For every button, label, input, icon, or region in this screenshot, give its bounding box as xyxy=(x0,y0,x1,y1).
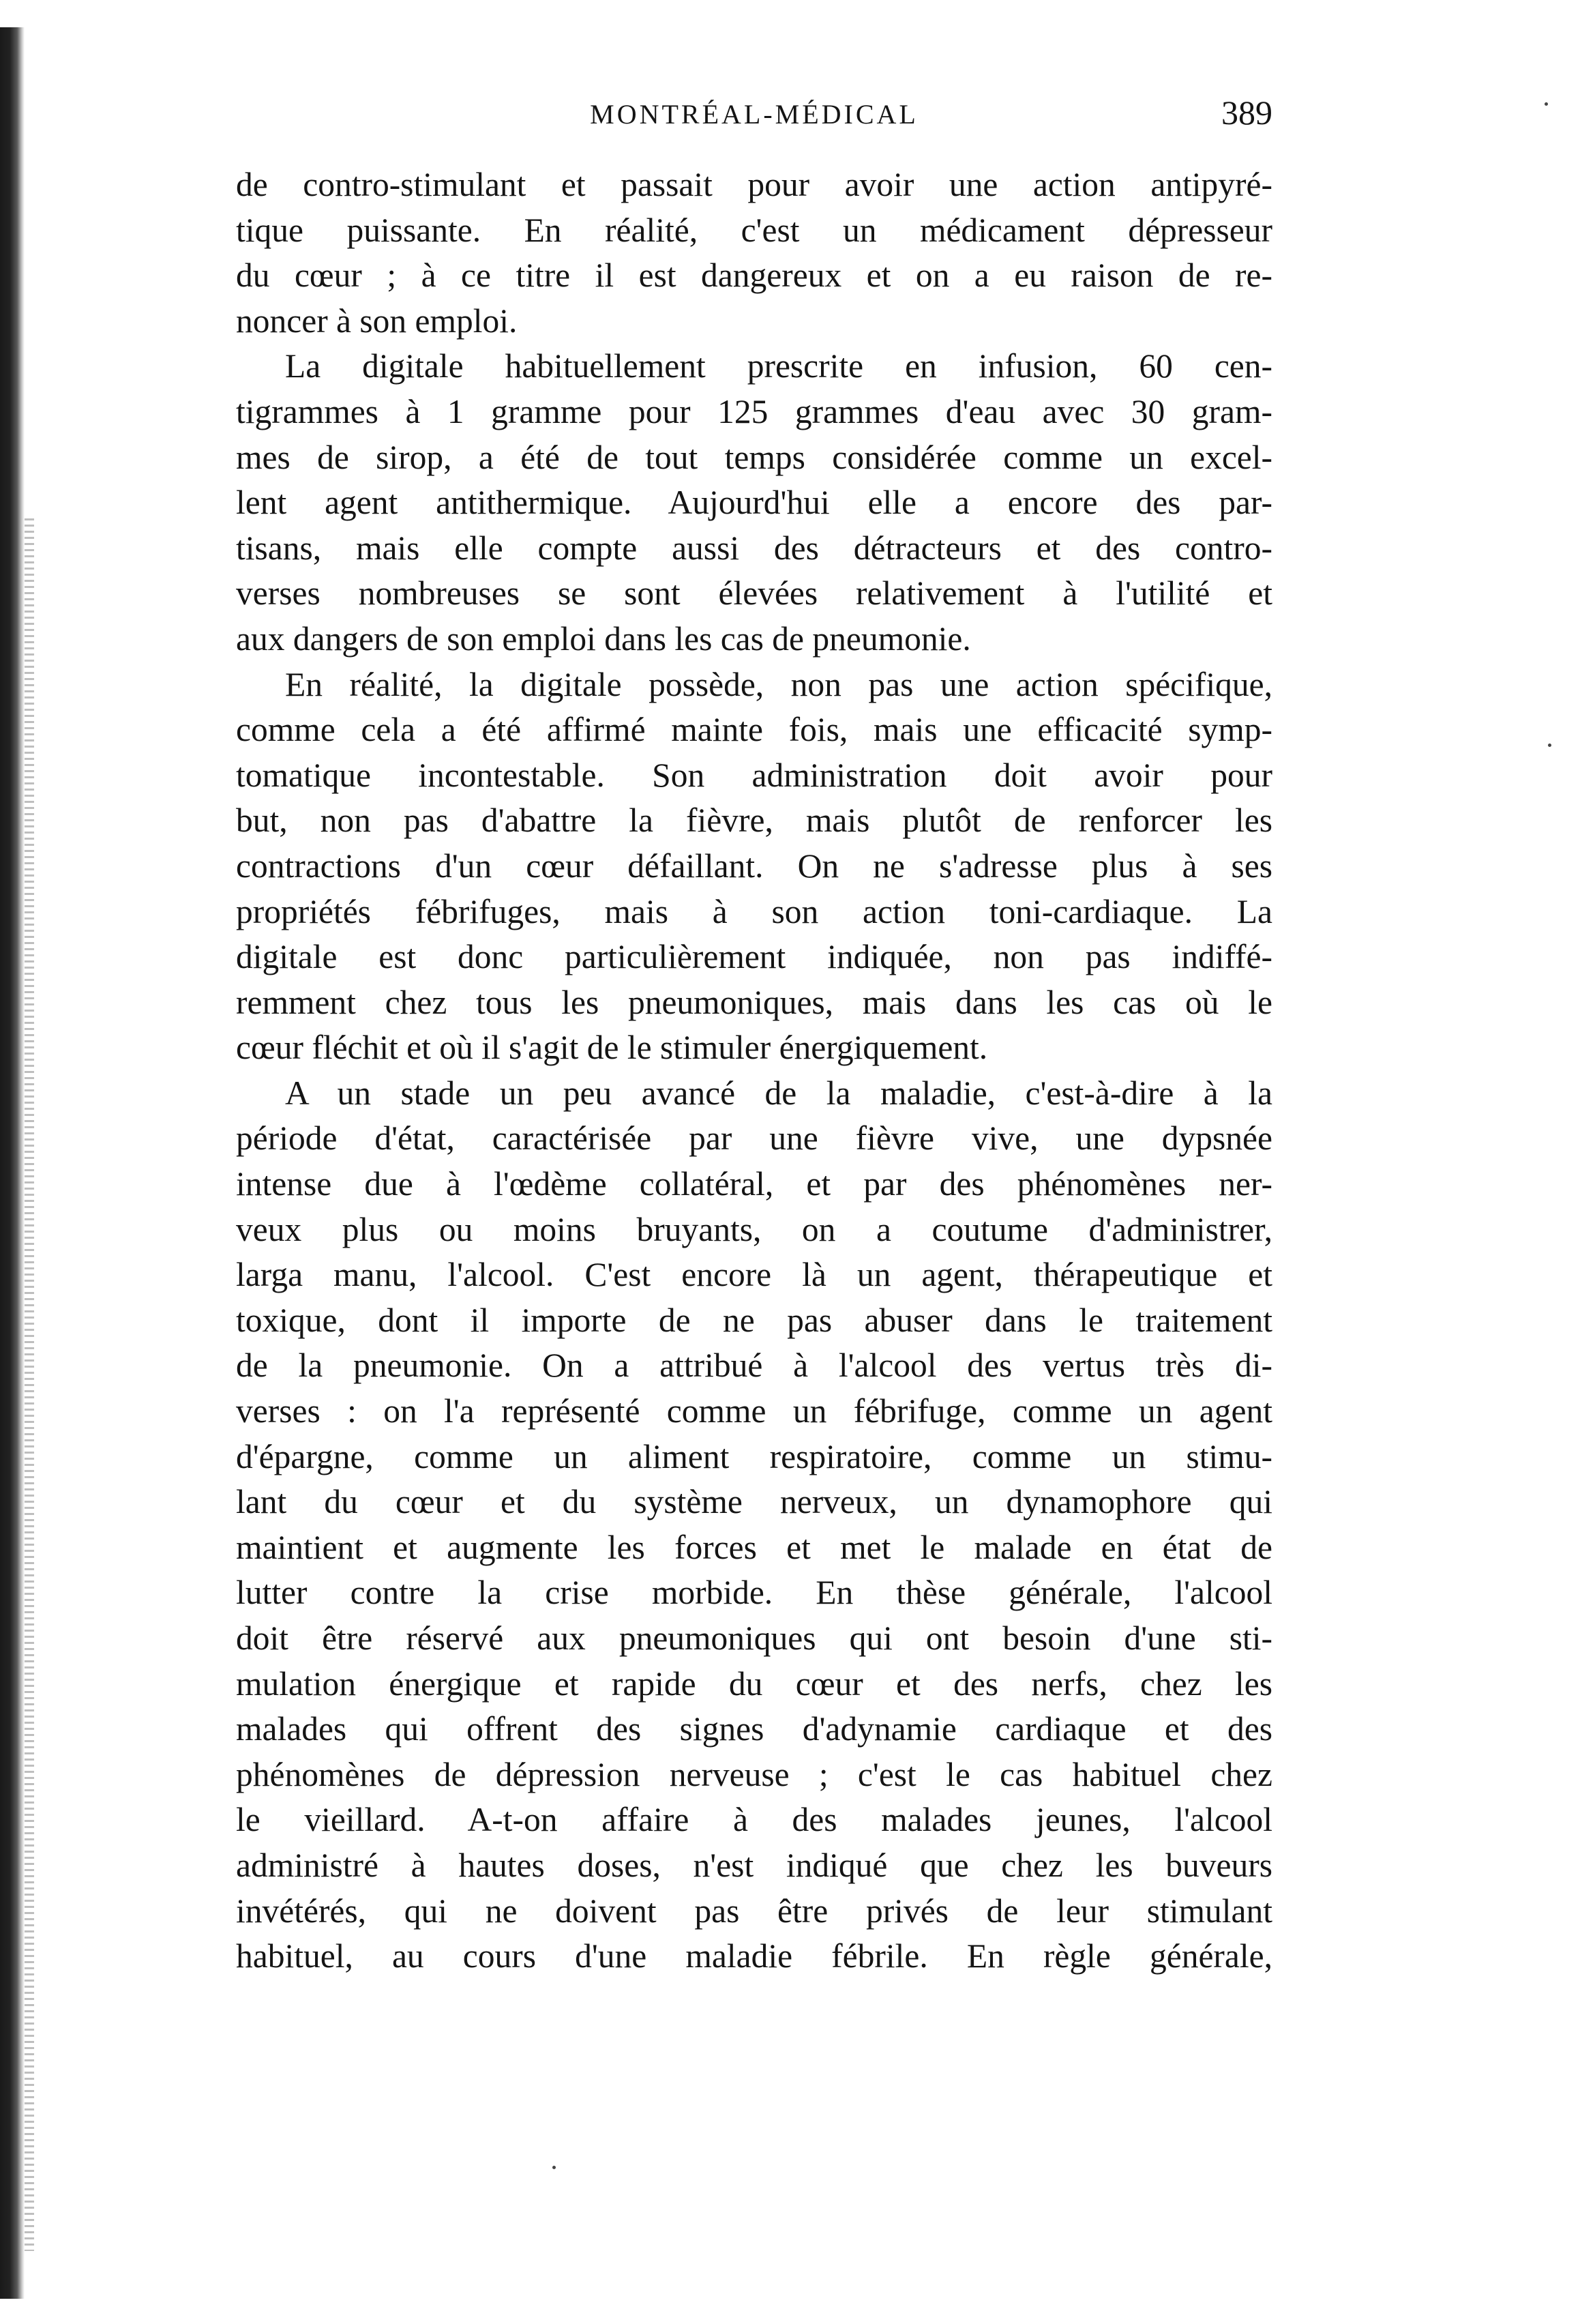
page-binding-shadow xyxy=(25,518,34,2251)
text-line: aux dangers de son emploi dans les cas de pneumonie. xyxy=(236,619,971,658)
text-line: remment chez tous les pneumoniques, mais dans les cas où le xyxy=(236,983,1272,1021)
paragraph xyxy=(236,1071,1272,1980)
text-line: invétérés, qui ne doivent pas être privés de leur stimulant xyxy=(236,1892,1272,1930)
paper-speck xyxy=(552,2166,556,2169)
text-line: lant du cœur et du système nerveux, un dynamophore qui xyxy=(236,1483,1272,1521)
text-line: A un stade un peu avancé de la maladie, c'est-à-dire à la xyxy=(285,1074,1272,1112)
text-line: le vieillard. A-t-on affaire à des malades jeunes, l'alcool xyxy=(236,1801,1272,1839)
text-line: lutter contre la crise morbide. En thèse générale, l'alcool xyxy=(236,1574,1272,1612)
text-line: de contro-stimulant et passait pour avoir une action antipyré- xyxy=(236,166,1272,203)
text-line: période d'état, caractérisée par une fièvre vive, une dypsnée xyxy=(236,1119,1272,1158)
text-line: maintient et augmente les forces et met le malade en état de xyxy=(236,1528,1272,1566)
text-line: noncer à son emploi. xyxy=(236,301,518,340)
text-line: administré à hautes doses, n'est indiqué que chez les buveurs xyxy=(236,1846,1272,1884)
text-line: but, non pas d'abattre la fièvre, mais plutôt de renforcer les xyxy=(236,801,1272,840)
text-line: tigrammes à 1 gramme pour 125 grammes d'eau avec 30 gram- xyxy=(236,392,1272,430)
text-line: tique puissante. En réalité, c'est un médicament dépresseur xyxy=(236,211,1272,249)
text-line: du cœur ; à ce titre il est dangereux et on a eu raison de re- xyxy=(236,256,1272,295)
text-line: d'épargne, comme un aliment respiratoire, comme un stimu- xyxy=(236,1437,1272,1475)
text-line: En réalité, la digitale possède, non pas une action spécifique, xyxy=(285,665,1272,703)
text-line: tomatique incontestable. Son administration doit avoir pour xyxy=(236,756,1272,794)
text-line: digitale est donc particulièrement indiquée, non pas indiffé- xyxy=(236,938,1272,976)
text-line: La digitale habituellement prescrite en infusion, 60 cen- xyxy=(285,347,1272,385)
paragraph xyxy=(236,344,1272,662)
text-line: phénomènes de dépression nerveuse ; c'est le cas habituel chez xyxy=(236,1755,1272,1793)
running-title: MONTRÉAL-MÉDICAL xyxy=(590,99,919,130)
text-line: cœur fléchit et où il s'agit de le stimuler énergiquement. xyxy=(236,1029,988,1067)
text-line: lent agent antithermique. Aujourd'hui elle a encore des par- xyxy=(236,484,1272,522)
text-line: verses nombreuses se sont élevées relativement à l'utilité et xyxy=(236,574,1272,613)
text-line: habituel, au cours d'une maladie fébrile. En règle générale, xyxy=(236,1937,1272,1975)
text-line: propriétés fébrifuges, mais à son action toni-cardiaque. La xyxy=(236,892,1272,930)
text-line: contractions d'un cœur défaillant. On ne s'adresse plus à ses xyxy=(236,847,1272,885)
paragraph xyxy=(236,662,1272,1071)
page-number: 389 xyxy=(1221,93,1272,132)
text-line: verses : on l'a représenté comme un fébrifuge, comme un agent xyxy=(236,1392,1272,1430)
text-line: toxique, dont il importe de ne pas abuser dans le traitement xyxy=(236,1301,1272,1339)
text-line: mes de sirop, a été de tout temps considérée comme un excel- xyxy=(236,438,1272,476)
text-line: intense due à l'œdème collatéral, et par des phénomènes ner- xyxy=(236,1165,1272,1203)
paper-speck xyxy=(1548,744,1551,747)
text-line: doit être réservé aux pneumoniques qui ont besoin d'une sti- xyxy=(236,1619,1272,1657)
page-header xyxy=(236,89,1272,150)
paper-speck xyxy=(1545,102,1548,106)
text-line: veux plus ou moins bruyants, on a coutume d'administrer, xyxy=(236,1210,1272,1248)
text-line: malades qui offrent des signes d'adynamie cardiaque et des xyxy=(236,1710,1272,1748)
text-line: comme cela a été affirmé mainte fois, mais une efficacité symp- xyxy=(236,711,1272,749)
text-line: mulation énergique et rapide du cœur et des nerfs, chez les xyxy=(236,1664,1272,1703)
text-line: de la pneumonie. On a attribué à l'alcool des vertus très di- xyxy=(236,1347,1272,1385)
body-text xyxy=(236,162,1272,1980)
paragraph xyxy=(236,162,1272,344)
text-line: tisans, mais elle compte aussi des détracteurs et des contro- xyxy=(236,529,1272,567)
text-line: larga manu, l'alcool. C'est encore là un agent, thérapeutique et xyxy=(236,1256,1272,1294)
page-binding-edge xyxy=(0,27,25,2299)
